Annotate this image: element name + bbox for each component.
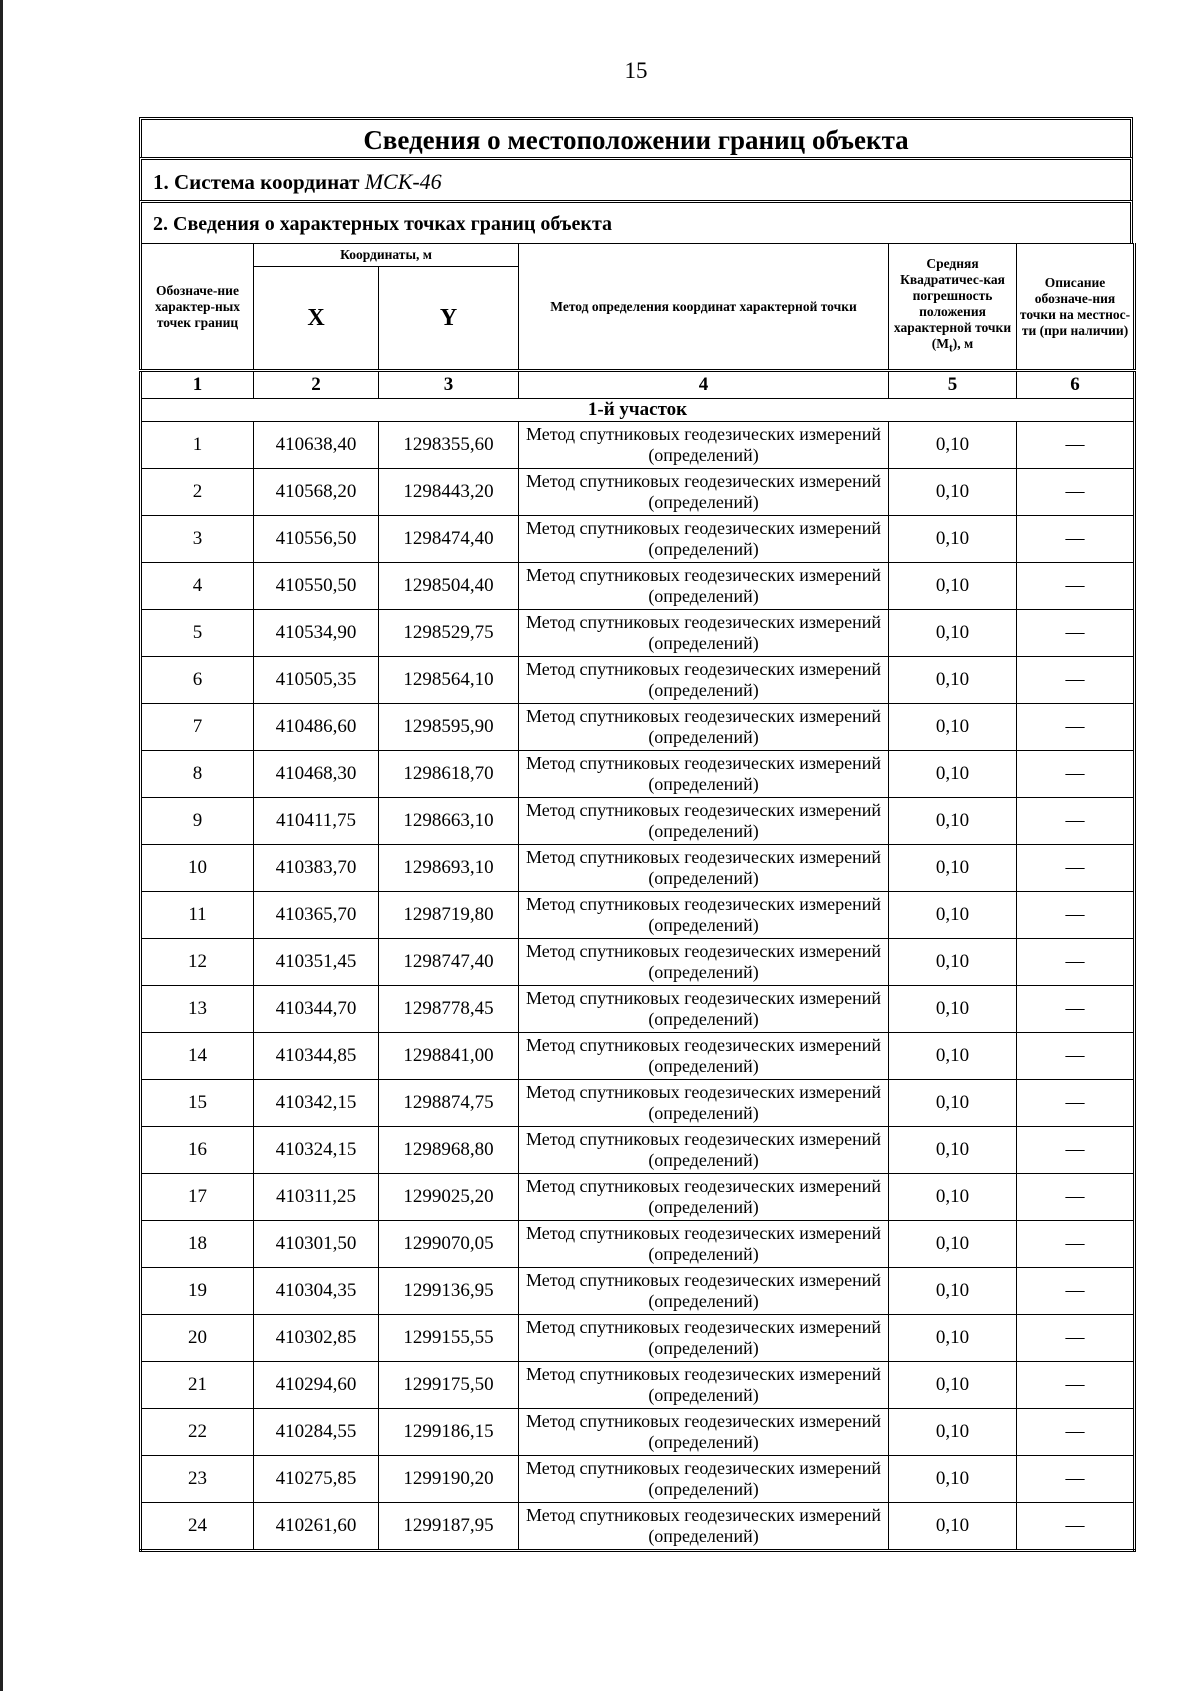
x-coordinate-cell: 410304,35: [254, 1268, 379, 1315]
x-coordinate-cell: 410383,70: [254, 845, 379, 892]
description-cell: —: [1017, 1080, 1135, 1127]
x-coordinate-cell: 410311,25: [254, 1174, 379, 1221]
description-cell: —: [1017, 469, 1135, 516]
description-cell: —: [1017, 1362, 1135, 1409]
error-cell: 0,10: [889, 1268, 1017, 1315]
error-cell: 0,10: [889, 516, 1017, 563]
table-row: [141, 610, 1135, 657]
header-x: X: [254, 267, 379, 371]
point-number-cell: 21: [141, 1362, 254, 1409]
x-coordinate-cell: 410324,15: [254, 1127, 379, 1174]
x-coordinate-cell: 410568,20: [254, 469, 379, 516]
document-title: Сведения о местоположении границ объекта: [139, 117, 1133, 157]
table-row: [141, 1127, 1135, 1174]
header-description: Описание обозначе-ния точки на местнос-ти (при наличии): [1017, 244, 1135, 371]
description-cell: —: [1017, 1033, 1135, 1080]
error-cell: 0,10: [889, 1221, 1017, 1268]
y-coordinate-cell: 1298874,75: [379, 1080, 519, 1127]
section-label: 1-й участок: [141, 399, 1135, 422]
x-coordinate-cell: 410556,50: [254, 516, 379, 563]
error-cell: 0,10: [889, 1456, 1017, 1503]
header-coordinates: Координаты, м: [254, 244, 519, 267]
table-row: [141, 1221, 1135, 1268]
y-coordinate-cell: 1298504,40: [379, 563, 519, 610]
header-error: Средняя Квадратичес-кая погрешность положения характерной точки $(M_t)$, м: [889, 244, 1017, 371]
method-cell: Метод спутниковых геодезических измерений (определений): [519, 1033, 889, 1080]
description-cell: —: [1017, 1315, 1135, 1362]
table-row: [141, 751, 1135, 798]
description-cell: —: [1017, 1456, 1135, 1503]
column-number: 5: [889, 371, 1017, 399]
description-cell: —: [1017, 1503, 1135, 1551]
y-coordinate-cell: 1299187,95: [379, 1503, 519, 1551]
point-number-cell: 16: [141, 1127, 254, 1174]
method-cell: Метод спутниковых геодезических измерений (определений): [519, 563, 889, 610]
table-row: [141, 704, 1135, 751]
section-2-title: 2. Сведения о характерных точках границ объекта: [139, 200, 1133, 243]
method-cell: Метод спутниковых геодезических измерений (определений): [519, 1409, 889, 1456]
error-cell: 0,10: [889, 751, 1017, 798]
description-cell: —: [1017, 798, 1135, 845]
description-cell: —: [1017, 1268, 1135, 1315]
description-cell: —: [1017, 1174, 1135, 1221]
point-number-cell: 23: [141, 1456, 254, 1503]
method-cell: Метод спутниковых геодезических измерений (определений): [519, 986, 889, 1033]
point-number-cell: 18: [141, 1221, 254, 1268]
table-row: [141, 986, 1135, 1033]
boundary-points-table: [139, 243, 1136, 1552]
x-coordinate-cell: 410275,85: [254, 1456, 379, 1503]
table-row: [141, 1503, 1135, 1551]
section-row: [141, 399, 1135, 422]
error-cell: 0,10: [889, 892, 1017, 939]
x-coordinate-cell: 410468,30: [254, 751, 379, 798]
column-number: 6: [1017, 371, 1135, 399]
y-coordinate-cell: 1298968,80: [379, 1127, 519, 1174]
point-number-cell: 2: [141, 469, 254, 516]
error-cell: 0,10: [889, 1033, 1017, 1080]
x-coordinate-cell: 410351,45: [254, 939, 379, 986]
table-row: [141, 1456, 1135, 1503]
header-y: Y: [379, 267, 519, 371]
x-coordinate-cell: 410638,40: [254, 422, 379, 469]
point-number-cell: 5: [141, 610, 254, 657]
error-cell: 0,10: [889, 704, 1017, 751]
error-cell: 0,10: [889, 798, 1017, 845]
y-coordinate-cell: 1299186,15: [379, 1409, 519, 1456]
y-coordinate-cell: 1298443,20: [379, 469, 519, 516]
x-coordinate-cell: 410284,55: [254, 1409, 379, 1456]
error-cell: 0,10: [889, 610, 1017, 657]
y-coordinate-cell: 1298355,60: [379, 422, 519, 469]
method-cell: Метод спутниковых геодезических измерений (определений): [519, 1503, 889, 1551]
table-row: [141, 939, 1135, 986]
error-cell: 0,10: [889, 1080, 1017, 1127]
table-row: [141, 1033, 1135, 1080]
table-row: [141, 563, 1135, 610]
description-cell: —: [1017, 704, 1135, 751]
table-row: [141, 516, 1135, 563]
description-cell: —: [1017, 1409, 1135, 1456]
point-number-cell: 10: [141, 845, 254, 892]
point-number-cell: 17: [141, 1174, 254, 1221]
point-number-cell: 3: [141, 516, 254, 563]
x-coordinate-cell: 410301,50: [254, 1221, 379, 1268]
x-coordinate-cell: 410550,50: [254, 563, 379, 610]
description-cell: —: [1017, 610, 1135, 657]
method-cell: Метод спутниковых геодезических измерений (определений): [519, 422, 889, 469]
x-coordinate-cell: 410365,70: [254, 892, 379, 939]
x-coordinate-cell: 410344,70: [254, 986, 379, 1033]
point-number-cell: 11: [141, 892, 254, 939]
description-cell: —: [1017, 1221, 1135, 1268]
point-number-cell: 24: [141, 1503, 254, 1551]
method-cell: Метод спутниковых геодезических измерений (определений): [519, 1127, 889, 1174]
table-row: [141, 1080, 1135, 1127]
description-cell: —: [1017, 516, 1135, 563]
x-coordinate-cell: 410411,75: [254, 798, 379, 845]
y-coordinate-cell: 1298778,45: [379, 986, 519, 1033]
table-row: [141, 798, 1135, 845]
y-coordinate-cell: 1298693,10: [379, 845, 519, 892]
point-number-cell: 20: [141, 1315, 254, 1362]
table-row: [141, 892, 1135, 939]
method-cell: Метод спутниковых геодезических измерений (определений): [519, 1268, 889, 1315]
y-coordinate-cell: 1298663,10: [379, 798, 519, 845]
point-number-cell: 7: [141, 704, 254, 751]
y-coordinate-cell: 1298529,75: [379, 610, 519, 657]
description-cell: —: [1017, 422, 1135, 469]
method-cell: Метод спутниковых геодезических измерений (определений): [519, 657, 889, 704]
description-cell: —: [1017, 892, 1135, 939]
method-cell: Метод спутниковых геодезических измерений (определений): [519, 1315, 889, 1362]
table-body: [141, 371, 1135, 1551]
description-cell: —: [1017, 939, 1135, 986]
description-cell: —: [1017, 986, 1135, 1033]
error-cell: 0,10: [889, 1315, 1017, 1362]
method-cell: Метод спутниковых геодезических измерений (определений): [519, 751, 889, 798]
x-coordinate-cell: 410344,85: [254, 1033, 379, 1080]
column-number: 4: [519, 371, 889, 399]
method-cell: Метод спутниковых геодезических измерений (определений): [519, 939, 889, 986]
x-coordinate-cell: 410294,60: [254, 1362, 379, 1409]
y-coordinate-cell: 1298564,10: [379, 657, 519, 704]
method-cell: Метод спутниковых геодезических измерений (определений): [519, 1174, 889, 1221]
scan-left-edge: [0, 0, 3, 1691]
y-coordinate-cell: 1299025,20: [379, 1174, 519, 1221]
point-number-cell: 1: [141, 422, 254, 469]
error-cell: 0,10: [889, 469, 1017, 516]
point-number-cell: 9: [141, 798, 254, 845]
y-coordinate-cell: 1299190,20: [379, 1456, 519, 1503]
error-cell: 0,10: [889, 1362, 1017, 1409]
y-coordinate-cell: 1298719,80: [379, 892, 519, 939]
description-cell: —: [1017, 1127, 1135, 1174]
table-row: [141, 1362, 1135, 1409]
y-coordinate-cell: 1298474,40: [379, 516, 519, 563]
method-cell: Метод спутниковых геодезических измерений (определений): [519, 469, 889, 516]
error-cell: 0,10: [889, 1409, 1017, 1456]
table-row: [141, 422, 1135, 469]
y-coordinate-cell: 1299070,05: [379, 1221, 519, 1268]
point-number-cell: 8: [141, 751, 254, 798]
method-cell: Метод спутниковых геодезических измерений (определений): [519, 1456, 889, 1503]
error-cell: 0,10: [889, 845, 1017, 892]
y-coordinate-cell: 1298595,90: [379, 704, 519, 751]
y-coordinate-cell: 1298747,40: [379, 939, 519, 986]
method-cell: Метод спутниковых геодезических измерений (определений): [519, 798, 889, 845]
coordinate-system-value: МСК-46: [364, 169, 442, 194]
point-number-cell: 13: [141, 986, 254, 1033]
point-number-cell: 15: [141, 1080, 254, 1127]
x-coordinate-cell: 410486,60: [254, 704, 379, 751]
column-number: 1: [141, 371, 254, 399]
header-point-designation: Обозначе-ние характер-ных точек границ: [141, 244, 254, 371]
table-row: [141, 1268, 1135, 1315]
y-coordinate-cell: 1298841,00: [379, 1033, 519, 1080]
point-number-cell: 19: [141, 1268, 254, 1315]
table-row: [141, 845, 1135, 892]
column-number: 2: [254, 371, 379, 399]
description-cell: —: [1017, 845, 1135, 892]
page-number: 15: [624, 58, 648, 83]
x-coordinate-cell: 410505,35: [254, 657, 379, 704]
coordinate-system-line: [139, 157, 1133, 200]
error-cell: 0,10: [889, 939, 1017, 986]
error-cell: 0,10: [889, 1174, 1017, 1221]
method-cell: Метод спутниковых геодезических измерений (определений): [519, 1080, 889, 1127]
y-coordinate-cell: 1299136,95: [379, 1268, 519, 1315]
error-cell: 0,10: [889, 563, 1017, 610]
error-cell: 0,10: [889, 986, 1017, 1033]
error-cell: 0,10: [889, 1127, 1017, 1174]
boundary-info-form: [139, 117, 1133, 1552]
column-number: 3: [379, 371, 519, 399]
x-coordinate-cell: 410302,85: [254, 1315, 379, 1362]
x-coordinate-cell: 410342,15: [254, 1080, 379, 1127]
y-coordinate-cell: 1298618,70: [379, 751, 519, 798]
error-cell: 0,10: [889, 1503, 1017, 1551]
x-coordinate-cell: 410261,60: [254, 1503, 379, 1551]
description-cell: —: [1017, 657, 1135, 704]
method-cell: Метод спутниковых геодезических измерений (определений): [519, 845, 889, 892]
point-number-cell: 12: [141, 939, 254, 986]
header-method: Метод определения координат характерной точки: [519, 244, 889, 371]
error-cell: 0,10: [889, 657, 1017, 704]
method-cell: Метод спутниковых геодезических измерений (определений): [519, 1362, 889, 1409]
table-row: [141, 469, 1135, 516]
point-number-cell: 22: [141, 1409, 254, 1456]
table-row: [141, 657, 1135, 704]
description-cell: —: [1017, 563, 1135, 610]
method-cell: Метод спутниковых геодезических измерений (определений): [519, 516, 889, 563]
table-row: [141, 1409, 1135, 1456]
description-cell: —: [1017, 751, 1135, 798]
point-number-cell: 14: [141, 1033, 254, 1080]
method-cell: Метод спутниковых геодезических измерений (определений): [519, 610, 889, 657]
x-coordinate-cell: 410534,90: [254, 610, 379, 657]
method-cell: Метод спутниковых геодезических измерений (определений): [519, 704, 889, 751]
y-coordinate-cell: 1299175,50: [379, 1362, 519, 1409]
coordinate-system-label: 1. Система координат: [153, 170, 360, 194]
column-number-row: [141, 371, 1135, 399]
method-cell: Метод спутниковых геодезических измерений (определений): [519, 892, 889, 939]
error-cell: 0,10: [889, 422, 1017, 469]
point-number-cell: 4: [141, 563, 254, 610]
table-row: [141, 1315, 1135, 1362]
point-number-cell: 6: [141, 657, 254, 704]
y-coordinate-cell: 1299155,55: [379, 1315, 519, 1362]
table-row: [141, 1174, 1135, 1221]
method-cell: Метод спутниковых геодезических измерений (определений): [519, 1221, 889, 1268]
